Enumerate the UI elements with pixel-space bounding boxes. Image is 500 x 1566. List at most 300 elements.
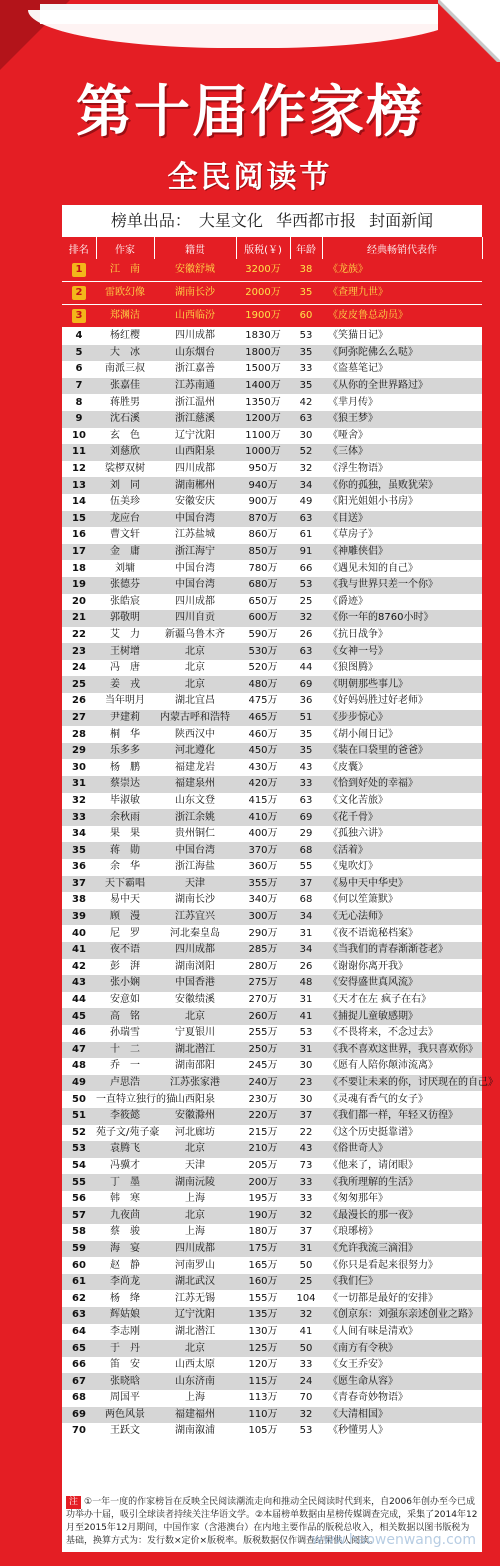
royalty-cell: 600万 xyxy=(236,610,290,627)
hometown-cell: 天津 xyxy=(185,1159,205,1171)
age-cell: 32 xyxy=(299,463,313,475)
hometown-cell: 湖北潜江 xyxy=(154,1042,236,1059)
producer-3: 封面新闻 xyxy=(369,211,434,230)
work-cell: 《允许我流三滴泪》 xyxy=(322,1241,482,1258)
work-cell: 《我所理解的生活》 xyxy=(322,1174,482,1191)
rank-cell: 66 xyxy=(72,1359,86,1371)
work-cell: 《笑猫日记》 xyxy=(328,330,388,342)
age-cell: 38 xyxy=(290,259,322,282)
author-cell: 李筱懿 xyxy=(96,1108,154,1125)
rank-cell: 58 xyxy=(72,1226,86,1238)
age-cell: 73 xyxy=(299,1159,313,1171)
work-cell: 《目送》 xyxy=(322,511,482,528)
table-row xyxy=(62,1091,482,1108)
work-cell: 《秒懂男人》 xyxy=(328,1425,388,1437)
age-cell: 35 xyxy=(290,743,322,760)
age-cell: 31 xyxy=(299,927,313,939)
hometown-cell: 湖南溆浦 xyxy=(175,1425,215,1437)
author-cell: 裟椤双树 xyxy=(105,463,145,475)
author-cell: 龙应台 xyxy=(96,511,154,528)
royalty-cell: 780万 xyxy=(248,562,278,574)
hometown-cell: 安徽滁州 xyxy=(154,1108,236,1125)
author-cell: 冯 唐 xyxy=(110,662,140,674)
age-cell: 53 xyxy=(299,1027,313,1039)
work-cell: 《女王乔安》 xyxy=(328,1359,388,1371)
age-cell: 53 xyxy=(299,1425,313,1437)
royalty-cell: 135万 xyxy=(236,1307,290,1324)
table-row xyxy=(62,361,482,378)
medal-icon: 1 xyxy=(72,263,86,277)
table-row xyxy=(62,942,482,959)
rank-cell xyxy=(62,282,96,305)
work-cell: 《胡小闹日记》 xyxy=(328,728,398,740)
work-cell: 《我们仨》 xyxy=(322,1274,482,1291)
hometown-cell: 四川成都 xyxy=(175,330,215,342)
age-cell: 32 xyxy=(290,1407,322,1424)
table-row xyxy=(62,1407,482,1424)
hometown-cell: 山西临汾 xyxy=(154,305,236,328)
age-cell: 41 xyxy=(290,1008,322,1025)
table-row xyxy=(62,660,482,677)
author-cell: 韩 寒 xyxy=(110,1193,140,1205)
producers-line xyxy=(62,205,482,237)
author-cell: 张小娴 xyxy=(96,975,154,992)
author-cell: 笛 安 xyxy=(110,1359,140,1371)
table-row xyxy=(62,1340,482,1357)
hometown-cell: 四川成都 xyxy=(175,463,215,475)
author-cell: 九夜茴 xyxy=(96,1207,154,1224)
hometown-cell: 福建福州 xyxy=(154,1407,236,1424)
age-cell: 35 xyxy=(290,378,322,395)
author-cell: 艾 力 xyxy=(110,628,140,640)
table-row xyxy=(62,925,482,942)
royalty-cell: 3200万 xyxy=(236,259,290,282)
hometown-cell: 湖南长沙 xyxy=(154,282,236,305)
royalty-cell: 125万 xyxy=(236,1340,290,1357)
author-cell: 孙瑞雪 xyxy=(110,1027,140,1039)
age-cell: 50 xyxy=(299,1259,313,1271)
royalty-cell: 650万 xyxy=(248,595,278,607)
age-cell: 91 xyxy=(290,544,322,561)
age-cell: 52 xyxy=(290,444,322,461)
work-cell: 《好妈妈胜过好老师》 xyxy=(328,695,428,707)
author-cell: 赵 静 xyxy=(110,1259,140,1271)
work-cell: 《不畏将来，不念过去》 xyxy=(328,1027,438,1039)
rank-cell: 34 xyxy=(72,828,86,840)
age-cell: 29 xyxy=(299,828,313,840)
royalty-cell: 190万 xyxy=(236,1207,290,1224)
age-cell: 32 xyxy=(290,1207,322,1224)
author-cell: 金 庸 xyxy=(96,544,154,561)
author-cell: 玄 色 xyxy=(110,429,140,441)
rank-cell: 11 xyxy=(62,444,96,461)
author-cell: 王跃文 xyxy=(110,1425,140,1437)
age-cell: 36 xyxy=(299,695,313,707)
rank-cell: 17 xyxy=(62,544,96,561)
author-cell: 余 华 xyxy=(110,861,140,873)
royalty-cell: 120万 xyxy=(248,1359,278,1371)
author-cell: 乐多多 xyxy=(96,743,154,760)
age-cell: 55 xyxy=(299,861,313,873)
author-cell: 余秋雨 xyxy=(96,809,154,826)
rank-cell: 5 xyxy=(62,345,96,362)
author-cell: 蔡 骏 xyxy=(110,1226,140,1238)
hometown-cell: 四川成都 xyxy=(154,942,236,959)
age-cell: 48 xyxy=(290,975,322,992)
age-cell: 43 xyxy=(299,761,313,773)
hometown-cell: 天津 xyxy=(154,876,236,893)
age-cell: 23 xyxy=(290,1075,322,1092)
work-cell: 《你一年的8760小时》 xyxy=(322,610,482,627)
royalty-cell: 355万 xyxy=(236,876,290,893)
table-row xyxy=(62,511,482,528)
royalty-cell: 530万 xyxy=(236,643,290,660)
watermark: www.haowenwang.com xyxy=(311,1532,476,1548)
age-cell: 63 xyxy=(290,643,322,660)
work-cell: 《夜不语诡秘档案》 xyxy=(328,927,418,939)
age-cell: 33 xyxy=(290,1174,322,1191)
rank-cell xyxy=(62,259,96,282)
table-row xyxy=(62,1307,482,1324)
age-cell: 41 xyxy=(299,1325,313,1337)
royalty-cell: 1000万 xyxy=(236,444,290,461)
rank-cell: 52 xyxy=(72,1126,86,1138)
hometown-cell: 北京 xyxy=(154,1141,236,1158)
rank-cell: 18 xyxy=(72,562,86,574)
author-cell: 沈石溪 xyxy=(96,411,154,428)
table-row xyxy=(62,428,482,445)
work-cell: 《当我们的青春渐渐苍老》 xyxy=(322,942,482,959)
author-cell: 蔡崇达 xyxy=(96,776,154,793)
table-row xyxy=(62,259,482,282)
hometown-cell: 中国台湾 xyxy=(154,842,236,859)
work-cell: 《查理九世》 xyxy=(322,282,482,305)
royalty-cell: 290万 xyxy=(248,927,278,939)
table-row xyxy=(62,627,482,644)
hometown-cell: 中国台湾 xyxy=(154,511,236,528)
table-row xyxy=(62,527,482,544)
table-row xyxy=(62,826,482,843)
work-cell: 《一切都是最好的安排》 xyxy=(328,1292,438,1304)
author-cell: 雷欧幻像 xyxy=(96,282,154,305)
royalty-cell: 195万 xyxy=(248,1193,278,1205)
medal-icon: 2 xyxy=(72,286,86,300)
table-row xyxy=(62,577,482,594)
work-cell: 《愿有人陪你颠沛流离》 xyxy=(328,1060,438,1072)
work-cell: 《装在口袋里的爸爸》 xyxy=(322,743,482,760)
rank-cell: 8 xyxy=(75,396,83,408)
work-cell: 《捕捉儿童敏感期》 xyxy=(322,1008,482,1025)
work-cell: 《神雕侠侣》 xyxy=(322,544,482,561)
hometown-cell: 河北廊坊 xyxy=(175,1126,215,1138)
rank-cell: 68 xyxy=(72,1392,86,1404)
work-cell: 《明朝那些事儿》 xyxy=(322,676,482,693)
age-cell: 32 xyxy=(290,610,322,627)
age-cell: 30 xyxy=(299,1093,313,1105)
rank-cell: 7 xyxy=(62,378,96,395)
age-cell: 25 xyxy=(290,1274,322,1291)
author-cell: 江 南 xyxy=(96,259,154,282)
age-cell: 50 xyxy=(290,1340,322,1357)
work-cell: 《匆匆那年》 xyxy=(328,1193,388,1205)
rank-cell: 61 xyxy=(62,1274,96,1291)
table-row xyxy=(62,1008,482,1025)
royalty-cell: 255万 xyxy=(248,1027,278,1039)
royalty-cell: 680万 xyxy=(236,577,290,594)
rank-cell: 49 xyxy=(62,1075,96,1092)
age-cell: 31 xyxy=(299,994,313,1006)
royalty-cell: 480万 xyxy=(236,676,290,693)
work-cell: 《盗墓笔记》 xyxy=(328,363,388,375)
table-row xyxy=(62,560,482,577)
table-row xyxy=(62,1274,482,1291)
royalty-cell: 275万 xyxy=(236,975,290,992)
royalty-cell: 465万 xyxy=(236,710,290,727)
age-cell: 32 xyxy=(290,1307,322,1324)
royalty-cell: 230万 xyxy=(248,1093,278,1105)
work-cell: 《阳光姐姐小书房》 xyxy=(328,496,418,508)
age-cell: 69 xyxy=(290,676,322,693)
col-royalty: 版税(￥) xyxy=(236,237,290,259)
royalty-cell: 130万 xyxy=(248,1325,278,1337)
age-cell: 26 xyxy=(299,960,313,972)
royalty-cell: 2000万 xyxy=(236,282,290,305)
royalty-cell: 1200万 xyxy=(236,411,290,428)
author-cell: 十 二 xyxy=(96,1042,154,1059)
rank-cell: 54 xyxy=(72,1159,86,1171)
royalty-cell: 1800万 xyxy=(236,345,290,362)
rank-cell: 20 xyxy=(72,595,86,607)
author-cell: 郑渊洁 xyxy=(96,305,154,328)
table-row xyxy=(62,1075,482,1092)
age-cell: 33 xyxy=(299,1359,313,1371)
author-cell: 李尚龙 xyxy=(96,1274,154,1291)
rank-cell xyxy=(62,305,96,328)
hometown-cell: 中国香港 xyxy=(154,975,236,992)
rank-cell: 44 xyxy=(72,994,86,1006)
table-row xyxy=(62,1241,482,1258)
rank-cell: 6 xyxy=(75,363,83,375)
age-cell: 44 xyxy=(299,662,313,674)
hometown-cell: 四川成都 xyxy=(154,1241,236,1258)
table-row xyxy=(62,1125,482,1142)
work-cell: 《安得盛世真风流》 xyxy=(322,975,482,992)
ranking-table xyxy=(62,237,498,1440)
hometown-cell: 中国台湾 xyxy=(175,562,215,574)
rank-cell: 65 xyxy=(62,1340,96,1357)
rank-cell: 47 xyxy=(62,1042,96,1059)
rank-cell: 23 xyxy=(62,643,96,660)
hometown-cell: 湖北潜江 xyxy=(175,1325,215,1337)
hometown-cell: 山东烟台 xyxy=(154,345,236,362)
hometown-cell: 湖南浏阳 xyxy=(175,960,215,972)
royalty-cell: 110万 xyxy=(236,1407,290,1424)
table-row xyxy=(62,793,482,810)
age-cell: 30 xyxy=(299,429,313,441)
rank-cell: 56 xyxy=(72,1193,86,1205)
hometown-cell: 内蒙古呼和浩特 xyxy=(154,710,236,727)
age-cell: 33 xyxy=(299,363,313,375)
table-row xyxy=(62,643,482,660)
medal-icon: 3 xyxy=(72,309,86,323)
royalty-cell: 113万 xyxy=(248,1392,278,1404)
rank-cell: 33 xyxy=(62,809,96,826)
table-row xyxy=(62,494,482,511)
table-row xyxy=(62,1373,482,1390)
work-cell: 《草房子》 xyxy=(328,529,378,541)
work-cell: 《我不喜欢这世界，我只喜欢你》 xyxy=(322,1042,482,1059)
hometown-cell: 四川自贡 xyxy=(154,610,236,627)
table-row xyxy=(62,1390,482,1407)
author-cell: 张皓宸 xyxy=(110,595,140,607)
note-tag: 注 xyxy=(66,1496,81,1509)
author-cell: 海 宴 xyxy=(96,1241,154,1258)
work-cell: 《浮生物语》 xyxy=(328,463,388,475)
author-cell: 刘 同 xyxy=(96,477,154,494)
table-row xyxy=(62,710,482,727)
author-cell: 果 果 xyxy=(110,828,140,840)
royalty-cell: 1830万 xyxy=(245,330,281,342)
table-row xyxy=(62,1257,482,1274)
author-cell: 冯骥才 xyxy=(110,1159,140,1171)
table-row xyxy=(62,282,482,305)
author-cell: 于 丹 xyxy=(96,1340,154,1357)
author-cell: 杨 绛 xyxy=(110,1292,140,1304)
author-cell: 刘墉 xyxy=(115,562,135,574)
royalty-cell: 1400万 xyxy=(236,378,290,395)
age-cell: 35 xyxy=(290,282,322,305)
age-cell: 66 xyxy=(299,562,313,574)
work-cell: 《文化苦旅》 xyxy=(328,794,388,806)
page-subtitle: 全民阅读节 xyxy=(167,160,333,195)
age-cell: 31 xyxy=(290,1241,322,1258)
hometown-cell: 江苏宜兴 xyxy=(154,909,236,926)
work-cell: 《狼王梦》 xyxy=(322,411,482,428)
royalty-cell: 220万 xyxy=(236,1108,290,1125)
author-cell: 夜不语 xyxy=(96,942,154,959)
hometown-cell: 上海 xyxy=(185,1193,205,1205)
hometown-cell: 安徽安庆 xyxy=(175,496,215,508)
royalty-cell: 340万 xyxy=(248,894,278,906)
author-cell: 一直特立独行的猫 xyxy=(96,1093,176,1105)
hometown-cell: 山西阳泉 xyxy=(154,444,236,461)
royalty-cell: 165万 xyxy=(248,1259,278,1271)
hometown-cell: 宁夏银川 xyxy=(175,1027,215,1039)
royalty-cell: 400万 xyxy=(248,828,278,840)
rank-cell: 41 xyxy=(62,942,96,959)
royalty-cell: 450万 xyxy=(236,743,290,760)
author-cell: 桐 华 xyxy=(110,728,140,740)
author-cell: 彭 湃 xyxy=(110,960,140,972)
producer-2: 华西都市报 xyxy=(276,211,357,230)
author-cell: 张嘉佳 xyxy=(96,378,154,395)
table-row xyxy=(62,759,482,776)
hometown-cell: 浙江海盐 xyxy=(175,861,215,873)
work-cell: 《皮囊》 xyxy=(328,761,368,773)
rank-cell: 21 xyxy=(62,610,96,627)
note-text: ①一年一度的作家榜旨在反映全民阅读潮流走向和推动全民阅读时代到来，自2006年创办至今已成功举办十届，吸引全球读者持续关注华语文学。②本届榜单数据由星榜传媒调查完成，采集了2014年12月至2015年12月期间，中国作家（含港澳台）在内地主要作品的版税总收入，相关数据以图书版税为基础，换算方式为：发行数×定价×版税率。版税数据仅作调查结果供人阅读。 xyxy=(66,1497,478,1546)
rank-cell: 50 xyxy=(72,1093,86,1105)
author-cell: 杨 鹏 xyxy=(110,761,140,773)
age-cell: 22 xyxy=(299,1126,313,1138)
table-row xyxy=(62,1290,482,1307)
royalty-cell: 415万 xyxy=(248,794,278,806)
rank-cell: 70 xyxy=(72,1425,86,1437)
hometown-cell: 北京 xyxy=(185,662,205,674)
author-cell: 乔 一 xyxy=(110,1060,140,1072)
author-cell: 姜 戎 xyxy=(96,676,154,693)
rank-cell: 46 xyxy=(72,1027,86,1039)
work-cell: 《你的孤独，虽败犹荣》 xyxy=(322,477,482,494)
table-row xyxy=(62,676,482,693)
hometown-cell: 浙江慈溪 xyxy=(154,411,236,428)
rank-cell: 67 xyxy=(62,1373,96,1390)
hometown-cell: 四川成都 xyxy=(175,595,215,607)
table-row xyxy=(62,461,482,478)
author-cell: 顾 漫 xyxy=(96,909,154,926)
table-row xyxy=(62,1141,482,1158)
rank-cell: 16 xyxy=(72,529,86,541)
work-cell: 《活着》 xyxy=(322,842,482,859)
age-cell: 25 xyxy=(299,595,313,607)
royalty-cell: 950万 xyxy=(248,463,278,475)
hometown-cell: 北京 xyxy=(154,1207,236,1224)
rank-cell: 25 xyxy=(62,676,96,693)
table-row xyxy=(62,909,482,926)
hometown-cell: 江苏张家港 xyxy=(154,1075,236,1092)
hometown-cell: 北京 xyxy=(154,1008,236,1025)
age-cell: 49 xyxy=(299,496,313,508)
rank-cell: 48 xyxy=(72,1060,86,1072)
table-row xyxy=(62,1108,482,1125)
hometown-cell: 浙江嘉善 xyxy=(175,363,215,375)
author-cell: 卢思浩 xyxy=(96,1075,154,1092)
author-cell: 大 冰 xyxy=(96,345,154,362)
author-cell: 蒋胜男 xyxy=(110,396,140,408)
rank-cell: 40 xyxy=(72,927,86,939)
table-row xyxy=(62,726,482,743)
hometown-cell: 陕西汉中 xyxy=(175,728,215,740)
royalty-cell: 850万 xyxy=(236,544,290,561)
table-row xyxy=(62,1025,482,1042)
rank-cell: 19 xyxy=(62,577,96,594)
royalty-cell: 1350万 xyxy=(245,396,281,408)
author-cell: 天下霸唱 xyxy=(96,876,154,893)
table-row xyxy=(62,876,482,893)
rank-cell: 55 xyxy=(62,1174,96,1191)
hometown-cell: 北京 xyxy=(154,643,236,660)
work-cell: 《哑舍》 xyxy=(328,429,368,441)
hometown-cell: 河北遵化 xyxy=(154,743,236,760)
table-header-row xyxy=(62,237,482,259)
hometown-cell: 湖南长沙 xyxy=(175,894,215,906)
rank-cell: 4 xyxy=(75,330,83,342)
work-cell: 《何以笙箫默》 xyxy=(328,894,398,906)
age-cell: 37 xyxy=(299,1226,313,1238)
work-cell: 《无心法师》 xyxy=(322,909,482,926)
table-row xyxy=(62,411,482,428)
page-corner-tab xyxy=(438,0,500,62)
col-author: 作家 xyxy=(96,237,154,259)
work-cell: 《步步惊心》 xyxy=(322,710,482,727)
work-cell: 《这个历史挺靠谱》 xyxy=(328,1126,418,1138)
hometown-cell: 山西太原 xyxy=(175,1359,215,1371)
rank-cell: 28 xyxy=(72,728,86,740)
rank-cell: 59 xyxy=(62,1241,96,1258)
royalty-cell: 285万 xyxy=(236,942,290,959)
col-rank: 排名 xyxy=(62,237,96,259)
age-cell: 34 xyxy=(290,477,322,494)
